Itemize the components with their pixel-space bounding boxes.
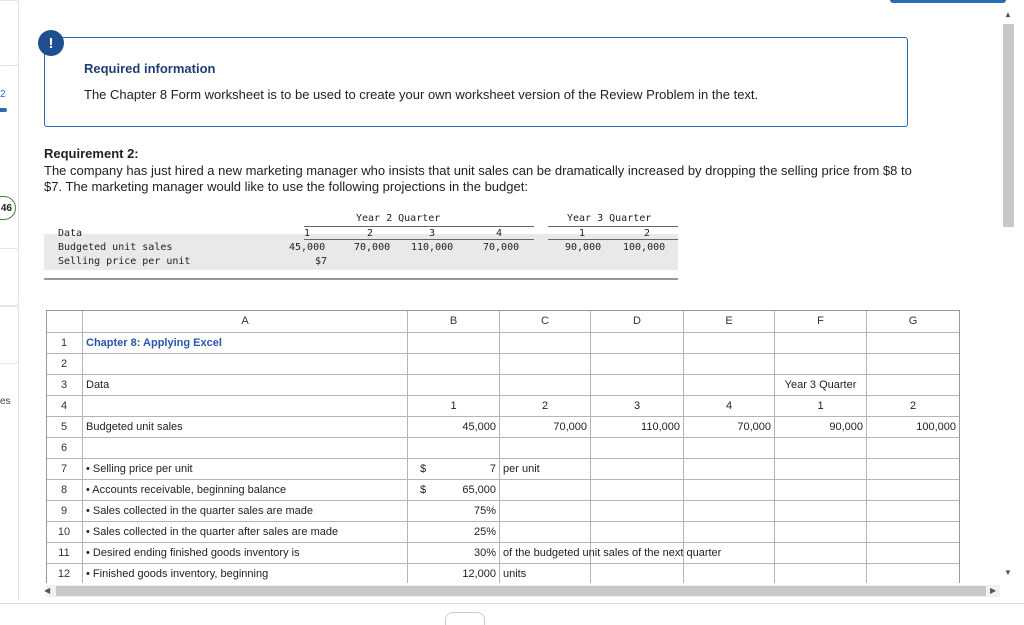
cell-f6[interactable] [775,438,867,459]
scroll-down-icon[interactable]: ▼ [1004,568,1012,577]
cell-d2[interactable] [591,354,684,375]
cell-d10[interactable] [591,522,684,543]
cell-d12[interactable] [591,564,684,583]
row-header[interactable]: 12 [46,564,83,583]
cell-e6[interactable] [684,438,775,459]
cell-a10[interactable]: • Sales collected in the quarter after sales are made [83,522,408,543]
cell-f5[interactable]: 90,000 [775,417,867,438]
row-header[interactable]: 10 [46,522,83,543]
quarter-label: 4 [496,228,503,239]
cell-f4[interactable]: 1 [775,396,867,417]
value: $7 [315,256,328,267]
rail-score-badge: 46 [0,196,16,220]
row-header[interactable]: 6 [46,438,83,459]
cell-d9[interactable] [591,501,684,522]
vertical-scroll-thumb[interactable] [1003,24,1014,227]
rail-card[interactable] [0,248,19,306]
cell-d5[interactable]: 110,000 [591,417,684,438]
cell-c9[interactable] [500,501,591,522]
row-header[interactable]: 8 [46,480,83,501]
cell-a9[interactable]: • Sales collected in the quarter sales are made [83,501,408,522]
horizontal-scrollbar[interactable] [46,585,1000,597]
cell-g11[interactable] [867,543,960,564]
column-header[interactable]: D [591,310,684,333]
year2-header: Year 2 Quarter [356,213,441,224]
value: 45,000 [289,242,326,253]
cell-a4[interactable] [83,396,408,417]
cell-b6[interactable] [408,438,500,459]
cell-c1[interactable] [500,333,591,354]
cell-c2[interactable] [500,354,591,375]
required-info-box [44,37,908,127]
cell-g4[interactable]: 2 [867,396,960,417]
row-header[interactable]: 11 [46,543,83,564]
cell-b4[interactable]: 1 [408,396,500,417]
cell-b12[interactable]: 12,000 [408,564,500,583]
cell-e9[interactable] [684,501,775,522]
row-label: Budgeted unit sales [58,242,173,253]
column-header[interactable]: C [500,310,591,333]
cell-g6[interactable] [867,438,960,459]
quarter-label: 1 [304,228,311,239]
cell-g1[interactable] [867,333,960,354]
cell-f2[interactable] [775,354,867,375]
cell-a6[interactable] [83,438,408,459]
cell-e7[interactable] [684,459,775,480]
cell-g2[interactable] [867,354,960,375]
cell-g8[interactable] [867,480,960,501]
cell-f11[interactable] [775,543,867,564]
cell-b11[interactable]: 30% [408,543,500,564]
cell-b2[interactable] [408,354,500,375]
corner-cell[interactable] [46,310,83,333]
cell-g10[interactable] [867,522,960,543]
scroll-right-icon[interactable]: ▶ [990,586,997,595]
rail-card[interactable] [0,0,19,66]
cell-d7[interactable] [591,459,684,480]
resize-handle-icon[interactable] [445,612,485,625]
value: 100,000 [623,242,666,253]
projection-table [44,210,678,280]
cell-g3[interactable] [867,375,960,396]
cell-b1[interactable] [408,333,500,354]
row-header[interactable]: 9 [46,501,83,522]
requirement-title: Requirement 2: [44,146,139,161]
cell-g5[interactable]: 100,000 [867,417,960,438]
cell-d3[interactable] [591,375,684,396]
alert-icon: ! [38,30,64,56]
vertical-scrollbar[interactable] [1002,10,1016,580]
year3-header: Year 3 Quarter [567,213,652,224]
row-header[interactable]: 2 [46,354,83,375]
rail-label: es [0,396,11,407]
cell-e5[interactable]: 70,000 [684,417,775,438]
row-header[interactable]: 1 [46,333,83,354]
cell-e2[interactable] [684,354,775,375]
cell-b10[interactable]: 25% [408,522,500,543]
cell-f7[interactable] [775,459,867,480]
column-header[interactable]: B [408,310,500,333]
cell-a2[interactable] [83,354,408,375]
currency-symbol: $ [420,463,427,475]
column-header[interactable]: F [775,310,867,333]
cell-c12[interactable]: units [500,564,591,583]
cell-d6[interactable] [591,438,684,459]
row-header[interactable]: 5 [46,417,83,438]
rail-link[interactable]: 2 [0,89,6,100]
info-title: Required information [84,61,216,76]
value: 90,000 [565,242,602,253]
top-tab-indicator [890,0,1006,3]
cell-b5[interactable]: 45,000 [408,417,500,438]
cell-e10[interactable] [684,522,775,543]
cell-value: 7 [489,463,496,475]
quarter-label: 1 [579,228,586,239]
column-header[interactable]: A [83,310,408,333]
cell-a3[interactable]: Data [83,375,408,396]
cell-b3[interactable] [408,375,500,396]
horizontal-scroll-thumb[interactable] [56,586,986,596]
cell-value: 65,000 [462,484,496,496]
cell-a7[interactable]: • Selling price per unit [83,459,408,480]
value: 70,000 [354,242,391,253]
cell-f1[interactable] [775,333,867,354]
cell-c10[interactable] [500,522,591,543]
cell-f8[interactable] [775,480,867,501]
column-header[interactable]: E [684,310,775,333]
row-header[interactable]: 4 [46,396,83,417]
cell-e1[interactable] [684,333,775,354]
cell-a5[interactable]: Budgeted unit sales [83,417,408,438]
cell-d8[interactable] [591,480,684,501]
divider [0,603,1024,604]
cell-f10[interactable] [775,522,867,543]
cell-g7[interactable] [867,459,960,480]
cell-e11[interactable] [684,543,775,564]
cell-e4[interactable]: 4 [684,396,775,417]
value: 70,000 [483,242,520,253]
cell-e12[interactable] [684,564,775,583]
column-header[interactable]: G [867,310,960,333]
cell-e8[interactable] [684,480,775,501]
cell-c8[interactable] [500,480,591,501]
scroll-up-icon[interactable]: ▲ [1004,10,1012,19]
row-header[interactable]: 3 [46,375,83,396]
cell-c7[interactable]: per unit [500,459,591,480]
cell-a1[interactable]: Chapter 8: Applying Excel [83,333,408,354]
row-header[interactable]: 7 [46,459,83,480]
cell-c5[interactable]: 70,000 [500,417,591,438]
cell-b8[interactable] [408,480,500,501]
requirement-text: The company has just hired a new marketing manager who insists that unit sales can be dramatically increased by dropping the selling price from $8 to $7. The marketing manager would like to use the following projections in the budget: [44,163,912,194]
quarter-label: 3 [429,228,436,239]
info-text: The Chapter 8 Form worksheet is to be used to create your own worksheet version of the Review Problem in the text. [84,87,759,102]
cell-b9[interactable]: 75% [408,501,500,522]
quarter-label: 2 [644,228,651,239]
rail-progress-bar [0,108,7,112]
spreadsheet [46,310,960,583]
cell-a11[interactable]: • Desired ending finished goods inventory is [83,543,408,564]
cell-d1[interactable] [591,333,684,354]
cell-f9[interactable] [775,501,867,522]
cell-f12[interactable] [775,564,867,583]
cell-c3[interactable] [500,375,591,396]
quarter-label: 2 [367,228,374,239]
cell-d4[interactable]: 3 [591,396,684,417]
cell-b7[interactable] [408,459,500,480]
scroll-left-icon[interactable]: ◀ [44,586,51,595]
cell-d11[interactable] [591,543,684,564]
currency-symbol: $ [420,484,427,496]
data-label: Data [58,228,83,239]
cell-c11[interactable]: of the budgeted unit sales of the next quarter [500,543,591,564]
cell-a8[interactable]: • Accounts receivable, beginning balance [83,480,408,501]
value: 110,000 [411,242,454,253]
cell-e3[interactable] [684,375,775,396]
cell-c4[interactable]: 2 [500,396,591,417]
cell-g12[interactable] [867,564,960,583]
cell-f3[interactable]: Year 3 Quarter [775,375,867,396]
cell-a12[interactable]: • Finished goods inventory, beginning [83,564,408,583]
cell-g9[interactable] [867,501,960,522]
cell-c6[interactable] [500,438,591,459]
row-label: Selling price per unit [58,256,191,267]
rail-card[interactable] [0,306,19,364]
